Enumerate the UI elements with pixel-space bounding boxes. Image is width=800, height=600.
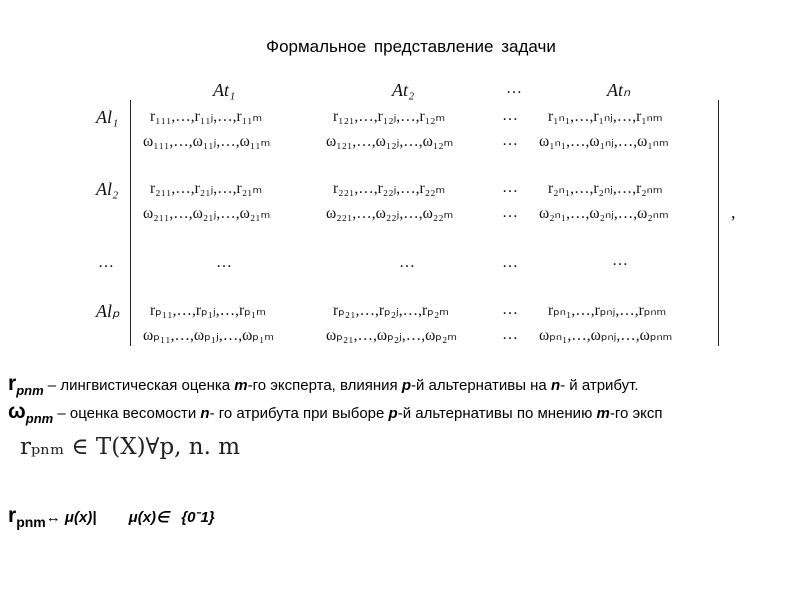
mu-of-x: μ(x)| bbox=[60, 509, 97, 526]
ellipsis-row-label: … bbox=[98, 254, 114, 271]
cell-w-p-1: ωₚ₁₁,…,ωₚ₁ⱼ,…,ωₚ₁ₘ bbox=[143, 327, 275, 344]
unit-interval-set: {0ˉ1} bbox=[181, 509, 215, 526]
definition-r-pnm: $r_{pnm}$ – лингвистическая оценка m-го эксперта, влияния p-й альтернативы на n- й атрибут. bbox=[8, 372, 639, 399]
cell-r-p-1: rₚ₁₁,…,rₚ₁ⱼ,…,rₚ₁ₘ bbox=[150, 302, 266, 319]
cell-w-2-1: ω₂₁₁,…,ω₂₁ⱼ,…,ω₂₁ₘ bbox=[143, 205, 271, 222]
cell-r-1-1: r₁₁₁,…,r₁₁ⱼ,…,r₁₁ₘ bbox=[150, 108, 263, 125]
column-header-at2: At₂ bbox=[392, 80, 415, 100]
cell-r-2-ellipsis: … bbox=[502, 179, 518, 196]
cell-r-p-ellipsis: … bbox=[502, 301, 518, 318]
cell-w-2-ellipsis: … bbox=[502, 204, 518, 221]
cell-w-1-1: ω₁₁₁,…,ω₁₁ⱼ,…,ω₁₁ₘ bbox=[143, 133, 271, 150]
fuzzy-mapping-line bbox=[8, 504, 215, 530]
column-header-atn: Atₙ bbox=[607, 80, 631, 100]
matrix-left-bracket bbox=[130, 100, 131, 346]
formal-matrix bbox=[88, 76, 748, 350]
column-header-ellipsis: … bbox=[506, 80, 522, 97]
mu-element-of: μ(x)∈ bbox=[128, 509, 170, 526]
cell-w-1-2: ω₁₂₁,…,ω₁₂ⱼ,…,ω₁₂ₘ bbox=[326, 133, 454, 150]
matrix-trailing-comma: , bbox=[731, 202, 736, 222]
cell-r-p-n: rₚₙ₁,…,rₚₙⱼ,…,rₚₙₘ bbox=[548, 302, 667, 319]
cell-r-2-n: r₂ₙ₁,…,r₂ₙⱼ,…,r₂ₙₘ bbox=[548, 180, 663, 197]
definition-omega-pnm: $\omega_{pnm}$ – оценка весомости n- го атрибута при выборе p-й альтернативы по мнению m-го эксп bbox=[8, 400, 663, 427]
row-label-alp: Alₚ bbox=[96, 301, 120, 321]
row-label-al2: Al₂ bbox=[96, 179, 119, 199]
cell-w-p-ellipsis: … bbox=[502, 326, 518, 343]
definition-omega-symbol: $\omega_{pnm}$ bbox=[8, 400, 54, 427]
cell-w-p-2: ωₚ₂₁,…,ωₚ₂ⱼ,…,ωₚ₂ₘ bbox=[326, 327, 458, 344]
ellipsis-row-at2: … bbox=[399, 254, 415, 271]
cell-r-p-2: rₚ₂₁,…,rₚ₂ⱼ,…,rₚ₂ₘ bbox=[333, 302, 449, 319]
fuzzy-r-symbol: $r_{pnm}$ bbox=[8, 504, 46, 531]
cell-r-1-ellipsis: … bbox=[502, 107, 518, 124]
cell-r-2-1: r₂₁₁,…,r₂₁ⱼ,…,r₂₁ₘ bbox=[150, 180, 263, 197]
cell-w-2-2: ω₂₂₁,…,ω₂₂ⱼ,…,ω₂₂ₘ bbox=[326, 205, 454, 222]
cell-r-1-n: r₁ₙ₁,…,r₁ₙⱼ,…,r₁ₙₘ bbox=[548, 108, 663, 125]
ellipsis-row-atn: … bbox=[612, 252, 628, 269]
row-label-al1: Al₁ bbox=[96, 107, 119, 127]
cell-w-1-ellipsis: … bbox=[502, 132, 518, 149]
slide-title: Формальное представление задачи bbox=[266, 37, 556, 56]
cell-w-1-n: ω₁ₙ₁,…,ω₁ₙⱼ,…,ω₁ₙₘ bbox=[539, 133, 669, 150]
cell-w-p-n: ωₚₙ₁,…,ωₚₙⱼ,…,ωₚₙₘ bbox=[539, 327, 673, 344]
cell-r-1-2: r₁₂₁,…,r₁₂ⱼ,…,r₁₂ₘ bbox=[333, 108, 446, 125]
membership-formula: rₚₙₘ ∈ T(X)∀p, n. m bbox=[20, 434, 241, 460]
cell-w-2-n: ω₂ₙ₁,…,ω₂ₙⱼ,…,ω₂ₙₘ bbox=[539, 205, 669, 222]
column-header-at1: At₁ bbox=[213, 80, 236, 100]
ellipsis-row-at1: … bbox=[216, 254, 232, 271]
bidirectional-arrow: ↔ bbox=[45, 509, 61, 526]
matrix-right-bracket bbox=[718, 100, 719, 346]
definition-r-symbol: $r_{pnm}$ bbox=[8, 372, 44, 399]
cell-r-2-2: r₂₂₁,…,r₂₂ⱼ,…,r₂₂ₘ bbox=[333, 180, 446, 197]
ellipsis-row-mid: … bbox=[502, 254, 518, 271]
